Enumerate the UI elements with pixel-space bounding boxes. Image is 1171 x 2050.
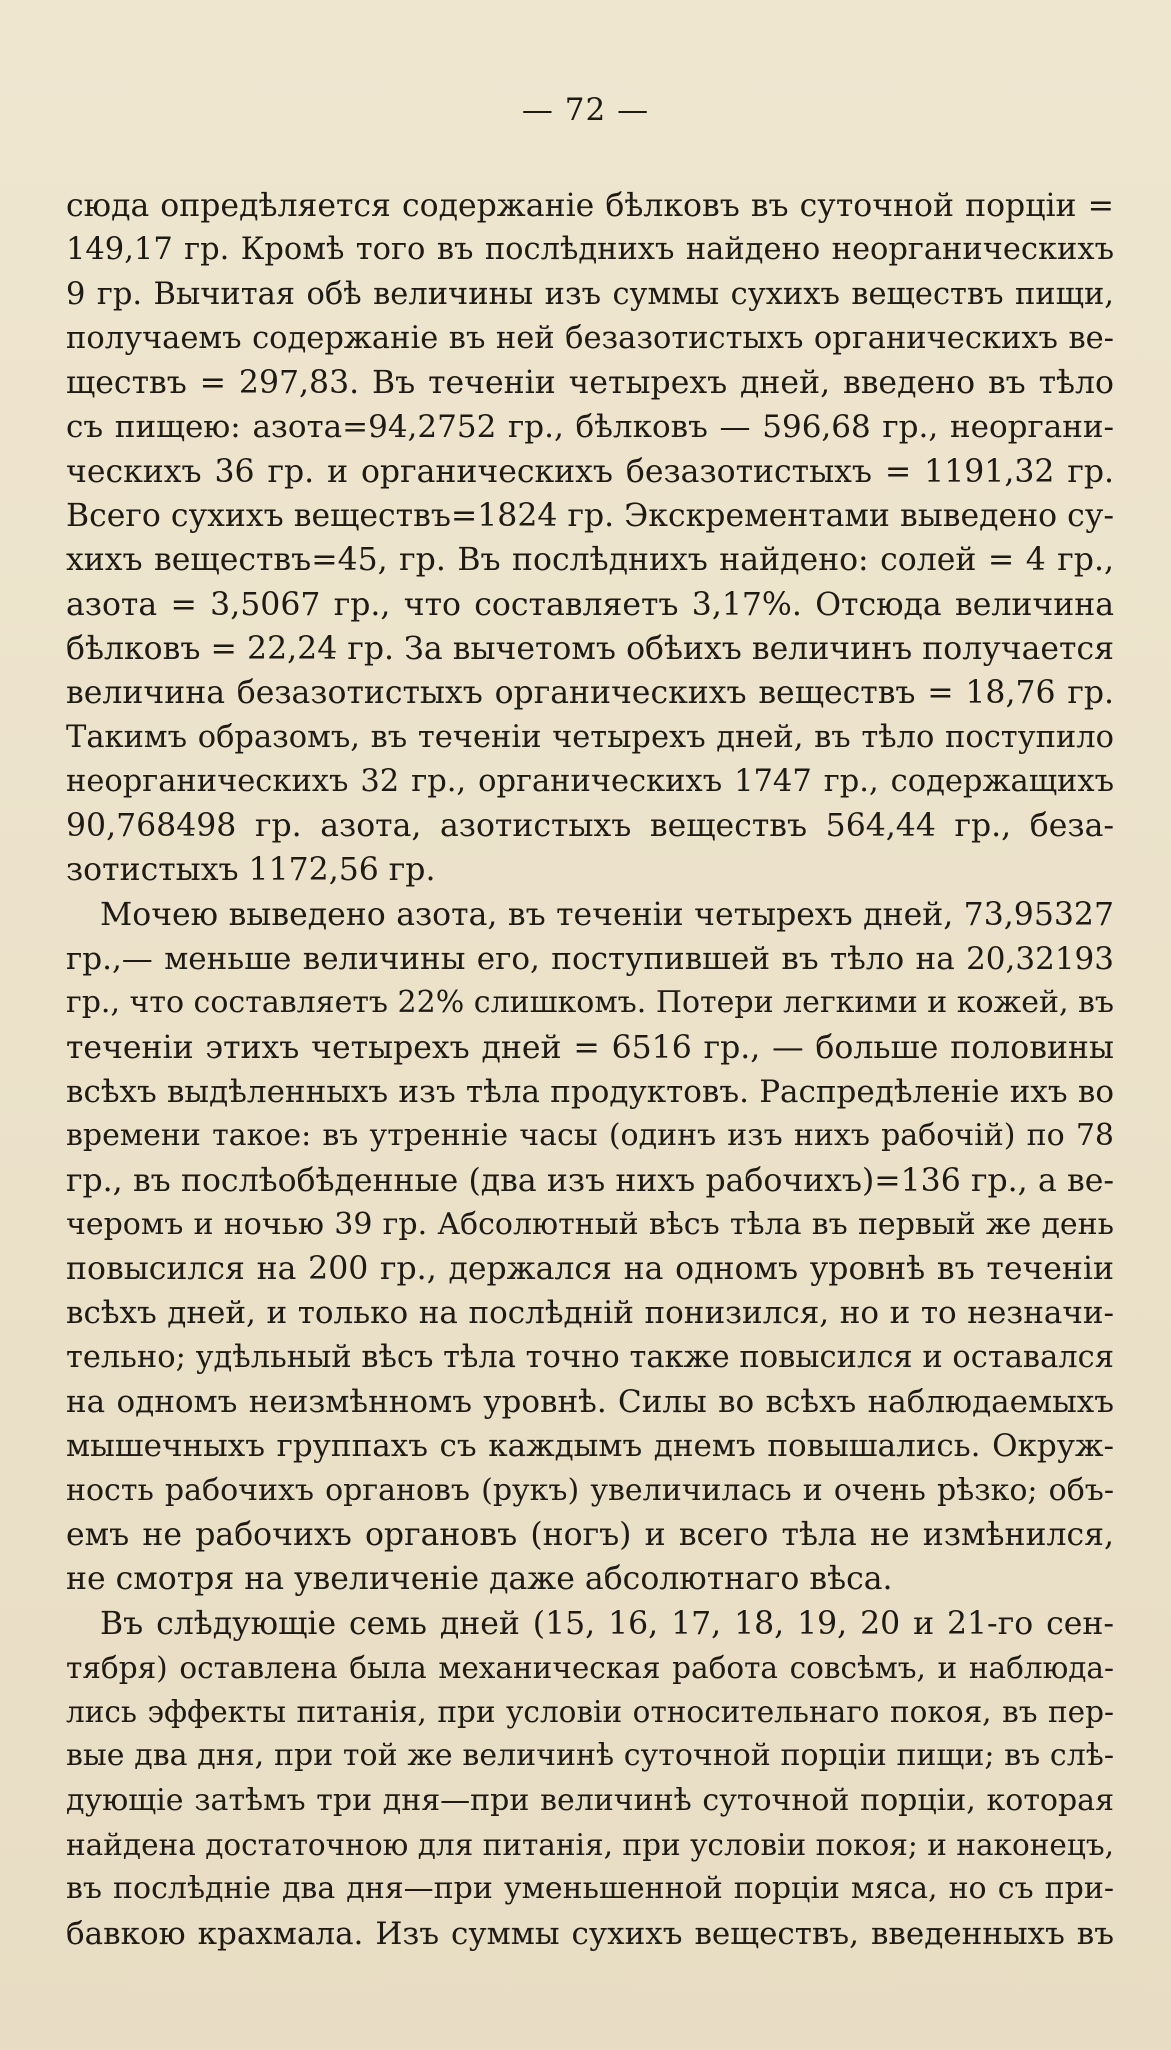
text-line: ществъ = 297,83. Въ теченіи четырехъ дней, введено въ тѣло xyxy=(66,365,1114,402)
text-line: найдена достаточною для питанія, при условіи покоя; и наконецъ, xyxy=(66,1827,1114,1862)
text-line: ность рабочихъ органовъ (рукъ) увеличилась и очень рѣзко; объ- xyxy=(66,1472,1114,1508)
text-line: всѣхъ дней, и только на послѣдній понизился, но и то незначи- xyxy=(66,1295,1114,1332)
text-line: 9 гр. Вычитая обѣ величины изъ суммы сухихъ веществъ пищи, xyxy=(66,276,1114,312)
text-line: сюда опредѣляется содержаніе бѣлковъ въ суточной порціи = xyxy=(66,188,1114,224)
text-line: гр.,— меньше величины его, поступившей въ тѣло на 20,32193 xyxy=(66,941,1114,978)
text-line: бѣлковъ = 22,24 гр. За вычетомъ обѣихъ величинъ получается xyxy=(66,630,1114,667)
text-line: лись эффекты питанія, при условіи относительнаго покоя, въ пер- xyxy=(66,1695,1114,1730)
text-line: величина безазотистыхъ органическихъ веществъ = 18,76 гр. xyxy=(66,675,1114,712)
text-line: азота = 3,5067 гр., что составляетъ 3,17%. Отсюда величина xyxy=(66,586,1114,623)
text-line: въ послѣдніе два дня—при уменьшенной порціи мяса, но съ при- xyxy=(66,1871,1114,1907)
text-line: дующіе затѣмъ три дня—при величинѣ суточной порціи, которая xyxy=(66,1782,1114,1818)
text-line: повысился на 200 гр., держался на одномъ уровнѣ въ теченіи xyxy=(66,1251,1114,1288)
text-line: тельно; удѣльный вѣсъ тѣла точно также повысился и оставался xyxy=(66,1339,1114,1375)
text-line: неорганическихъ 32 гр., органическихъ 1747 гр., содержащихъ xyxy=(66,763,1114,799)
text-line: всѣхъ выдѣленныхъ изъ тѣла продуктовъ. Распредѣленіе ихъ во xyxy=(66,1073,1114,1110)
text-line: гр., въ послѣобѣденные (два изъ нихъ рабочихъ)=136 гр., а ве- xyxy=(66,1162,1114,1199)
text-line: на одномъ неизмѣнномъ уровнѣ. Силы во всѣхъ наблюдаемыхъ xyxy=(66,1384,1114,1421)
body-text xyxy=(66,184,1114,1956)
text-line: Всего сухихъ веществъ=1824 гр. Экскрементами выведено су- xyxy=(66,498,1114,535)
text-line: получаемъ содержаніе въ ней безазотистыхъ органическихъ ве- xyxy=(66,320,1114,356)
page-number: — 72 — xyxy=(521,92,650,128)
text-line: хихъ веществъ=45, гр. Въ послѣднихъ найдено: солей = 4 гр., xyxy=(66,542,1114,579)
text-line: вые два дня, при той же величинѣ суточной порціи пищи; въ слѣ- xyxy=(66,1738,1114,1774)
text-line: емъ не рабочихъ органовъ (ногъ) и всего тѣла не измѣнился, xyxy=(66,1516,1114,1553)
text-line: гр., что составляетъ 22% слишкомъ. Потери легкими и кожей, въ xyxy=(66,985,1114,1021)
text-line: 90,768498 гр. азота, азотистыхъ веществъ 564,44 гр., беза- xyxy=(66,808,1114,845)
text-line: мышечныхъ группахъ съ каждымъ днемъ повышались. Окруж- xyxy=(66,1428,1114,1465)
text-line: теченіи этихъ четырехъ дней = 6516 гр., — больше половины xyxy=(66,1029,1114,1066)
paragraph-end-line: не смотря на увеличеніе даже абсолютнаго вѣса. xyxy=(66,1561,893,1598)
text-line: ческихъ 36 гр. и органическихъ безазотистыхъ = 1191,32 гр. xyxy=(66,453,1114,490)
text-line: бавкою крахмала. Изъ суммы сухихъ веществъ, введенныхъ въ xyxy=(66,1915,1114,1952)
paragraph-start-line: Въ слѣдующіе семь дней (15, 16, 17, 18, 19, 20 и 21-го сен- xyxy=(100,1605,1114,1642)
text-line: черомъ и ночью 39 гр. Абсолютный вѣсъ тѣла въ первый же день xyxy=(66,1206,1114,1242)
text-line: съ пищею: азота=94,2752 гр., бѣлковъ — 596,68 гр., неоргани- xyxy=(66,409,1114,446)
text-line: времени такое: въ утренніе часы (одинъ изъ нихъ рабочій) по 78 xyxy=(66,1118,1114,1154)
paragraph-end-line: зотистыхъ 1172,56 гр. xyxy=(66,852,436,889)
text-line: 149,17 гр. Кромѣ того въ послѣднихъ найдено неорганическихъ xyxy=(66,232,1114,268)
text-line: Такимъ образомъ, въ теченіи четырехъ дней, въ тѣло поступило xyxy=(66,719,1114,755)
paragraph-start-line: Мочею выведено азота, въ теченіи четырехъ дней, 73,95327 xyxy=(100,896,1114,933)
text-line: тября) оставлена была механическая работа совсѣмъ, и наблюда- xyxy=(66,1650,1114,1685)
